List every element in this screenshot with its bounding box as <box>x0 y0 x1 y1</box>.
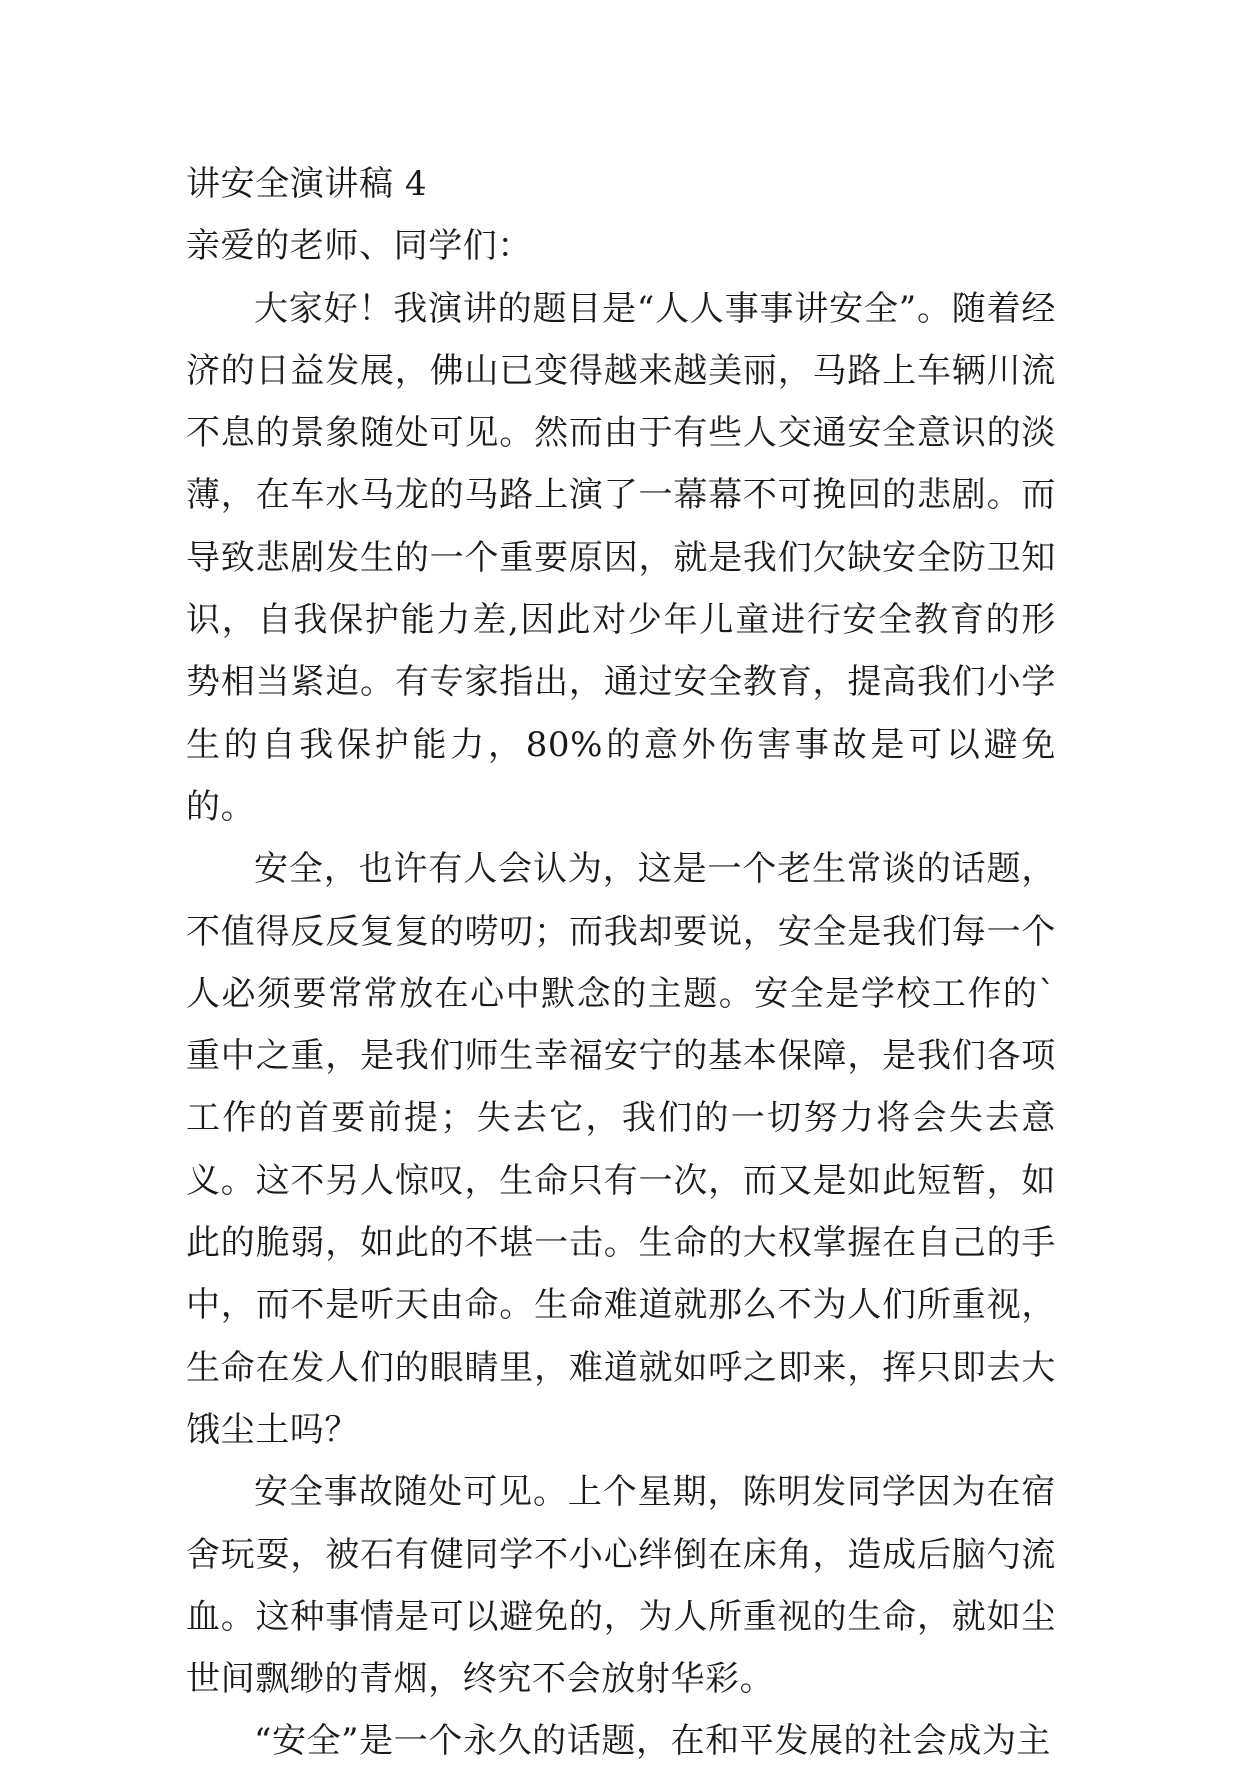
document-body <box>186 153 1056 1773</box>
paragraph-4: “安全”是一个永久的话题，在和平发展的社会成为主 <box>254 1721 1052 1762</box>
paragraph-1: 大家好！我演讲的题目是“人人事事讲安全”。随着经济的日益发展，佛山已变得越来越美丽，马路上车辆川流不息的景象随处可见。然而由于有些人交通安全意识的淡薄，在车水马龙的马路上演了一幕幕不可挽回的悲剧。而导致悲剧发生的一个重要原因，就是我们欠缺安全防卫知识，自我保护能力差,因此对少年儿童进行安全教育的形势相当紧迫。有专家指出，通过安全教育，提高我们小学生的自我保护能力，80%的意外伤害事故是可以避免的。 <box>186 288 1056 827</box>
salutation: 亲爱的老师、同学们： <box>186 226 532 267</box>
paragraph-3: 安全事故随处可见。上个星期，陈明发同学因为在宿舍玩耍，被石有健同学不小心绊倒在床角，造成后脑勺流血。这种事情是可以避免的，为人所重视的生命，就如尘世间飘缈的青烟，终究不会放射华彩。 <box>186 1472 1056 1700</box>
paragraph-2: 安全，也许有人会认为，这是一个老生常谈的话题，不值得反反复复的唠叨；而我却要说，安全是我们每一个人必须要常常放在心中默念的主题。安全是学校工作的`重中之重，是我们师生幸福安宁的基本保障，是我们各项工作的首要前提；失去它，我们的一切努力将会失去意义。这不另人惊叹，生命只有一次，而又是如此短暂，如此的脆弱，如此的不堪一击。生命的大权掌握在自己的手中，而不是听天由命。生命难道就那么不为人们所重视，生命在发人们的眼睛里，难道就如呼之即来，挥只即去大饿尘土吗？ <box>186 849 1056 1450</box>
document-title: 讲安全演讲稿 4 <box>186 164 428 204</box>
